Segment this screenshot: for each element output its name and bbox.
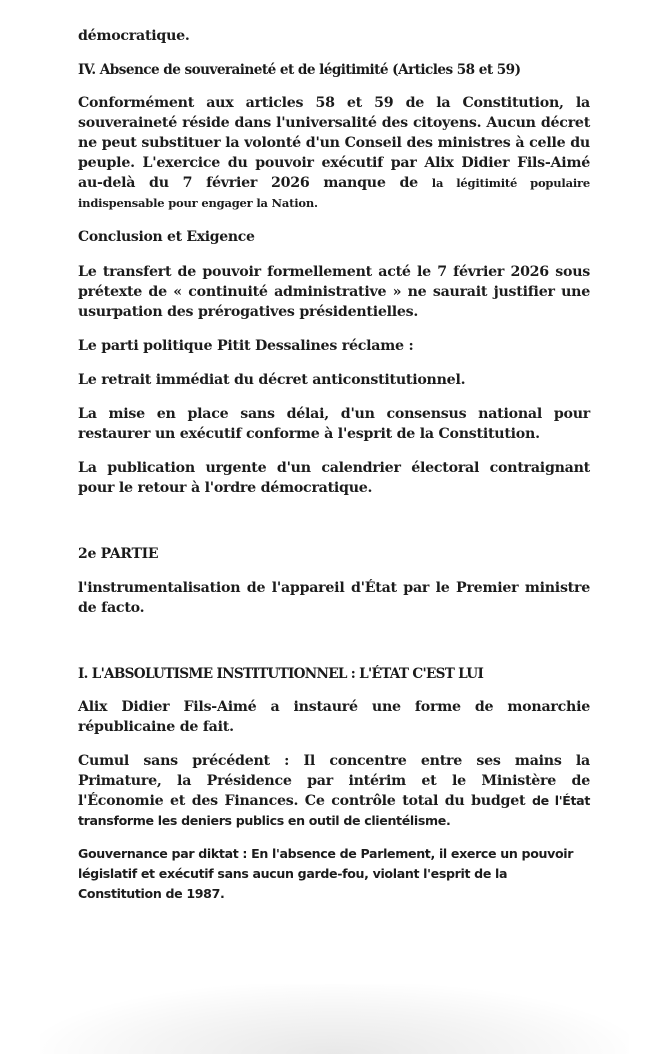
part-two-subtitle: l'instrumentalisation de l'appareil d'État par le Premier ministre de facto. (78, 580, 590, 616)
document-body (78, 26, 590, 904)
demands-intro: Le parti politique Pitit Dessalines réclame : (78, 338, 414, 354)
cumul-paragraph (78, 751, 590, 831)
section-iv-paragraph (78, 93, 590, 213)
section-iv-heading: IV. Absence de souveraineté et de légitimité (Articles 58 et 59) (78, 62, 521, 78)
cumul-sans-text: de l'État transforme les deniers publics en outil de clientélisme. (78, 793, 590, 828)
demand-item: La publication urgente d'un calendrier électoral contraignant pour le retour à l'ordre démocratique. (78, 460, 590, 496)
conclusion-paragraph: Le transfert de pouvoir formellement acté le 7 février 2026 sous prétexte de « continuité administrative » ne saurait justifier une usurpation des prérogatives présidentielles. (78, 264, 590, 320)
section-i-paragraph: Alix Didier Fils-Aimé a instauré une forme de monarchie républicaine de fait. (78, 699, 590, 735)
demand-item: La mise en place sans délai, d'un consensus national pour restaurer un exécutif conforme à l'esprit de la Constitution. (78, 406, 590, 442)
cumul-serif-text: Cumul sans précédent : Il concentre entre ses mains la Primature, la Présidence par intérim et le Ministère de l'Économie et des Finances. Ce contrôle total du budget (78, 753, 590, 809)
section-iv-paragraph-tail: la légitimité populaire indispensable pour engager la Nation. (78, 176, 590, 210)
gouvernance-paragraph: Gouvernance par diktat : En l'absence de Parlement, il exerce un pouvoir législatif et exécutif sans aucun garde-fou, violant l'esprit de la Constitution de 1987. (78, 846, 574, 901)
section-iv-paragraph-main: Conformément aux articles 58 et 59 de la Constitution, la souveraineté réside dans l'universalité des citoyens. Aucun décret ne peut substituer la volonté d'un Conseil des ministres à celle du peuple. L'exercice du pouvoir exécutif par Alix Didier Fils-Aimé au-delà du 7 février 2026 manque de (78, 95, 590, 191)
section-i-heading: I. L'ABSOLUTISME INSTITUTIONNEL : L'ÉTAT C'EST LUI (78, 666, 484, 682)
intro-fragment: démocratique. (78, 28, 190, 44)
page-bottom-shadow (40, 984, 629, 1054)
part-two-label: 2e PARTIE (78, 546, 159, 562)
demand-item: Le retrait immédiat du décret anticonstitutionnel. (78, 372, 466, 388)
conclusion-heading: Conclusion et Exigence (78, 229, 255, 245)
